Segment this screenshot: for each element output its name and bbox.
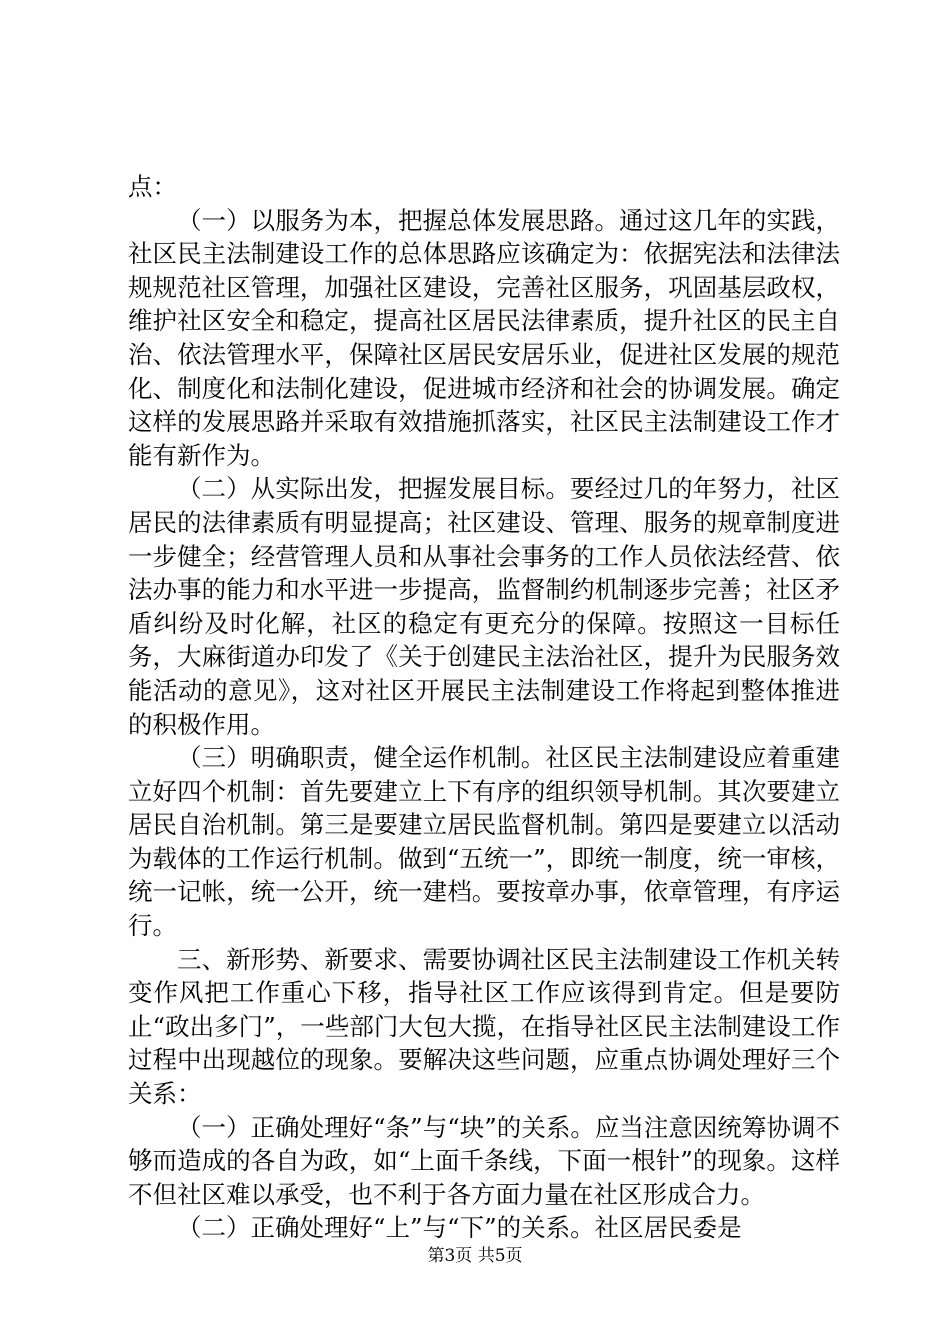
paragraph-service-approach: （一）以服务为本，把握总体发展思路。通过这几年的实践，社区民主法制建设工作的总体思路应该确定为：依据宪法和法律法规规范社区管理，加强社区建设，完善社区服务，巩固基层政权，维护社区安全和稳定，提高社区居民法律素质，提升社区的民主自治、依法管理水平，保障社区居民安居乐业，促进社区发展的规范化、制度化和法制化建设，促进城市经济和社会的协调发展。确定这样的发展思路并采取有效措施抓落实，社区民主法制建设工作才能有新作为。 [128,205,840,470]
paragraph-relationship-two: （二）正确处理好“上”与“下”的关系。社区居民委是 [177,1213,742,1243]
paragraph-section-three: 三、新形势、新要求、需要协调社区民主法制建设工作机关转变作风把工作重心下移，指导社区工作应该得到肯定。但是要防止“政出多门”，一些部门大包大揽，在指导社区民主法制建设工作过程中出现越位的现象。要解决这些问题，应重点协调处理好三个关系： [128,944,840,1109]
paragraph-operating-mechanism: （三）明确职责，健全运作机制。社区民主法制建设应着重建立好四个机制：首先要建立上下有序的组织领导机制。其次要建立居民自治机制。第三是要建立居民监督机制。第四是要建立以活动为载体的工作运行机制。做到“五统一”，即统一制度，统一审核，统一记帐，统一公开，统一建档。要按章办事，依章管理，有序运行。 [128,743,840,941]
document-body [128,170,840,1245]
paragraph-development-goals: （二）从实际出发，把握发展目标。要经过几的年努力，社区居民的法律素质有明显提高；社区建设、管理、服务的规章制度进一步健全；经营管理人员和从事社会事务的工作人员依法经营、依法办事的能力和水平进一步提高，监督制约机制逐步完善；社区矛盾纠纷及时化解，社区的稳定有更充分的保障。按照这一目标任务，大麻街道办印发了《关于创建民主法治社区，提升为民服务效能活动的意见》，这对社区开展民主法制建设工作将起到整体推进的积极作用。 [128,474,840,739]
page-number-footer: 第3页 共5页 [427,1246,523,1266]
paragraph-relationship-one: （一）正确处理好“条”与“块”的关系。应当注意因统筹协调不够而造成的各自为政，如“上面千条线，下面一根针”的现象。这样不但社区难以承受，也不利于各方面力量在社区形成合力。 [128,1112,840,1209]
paragraph-continuation: 点： [128,172,177,201]
